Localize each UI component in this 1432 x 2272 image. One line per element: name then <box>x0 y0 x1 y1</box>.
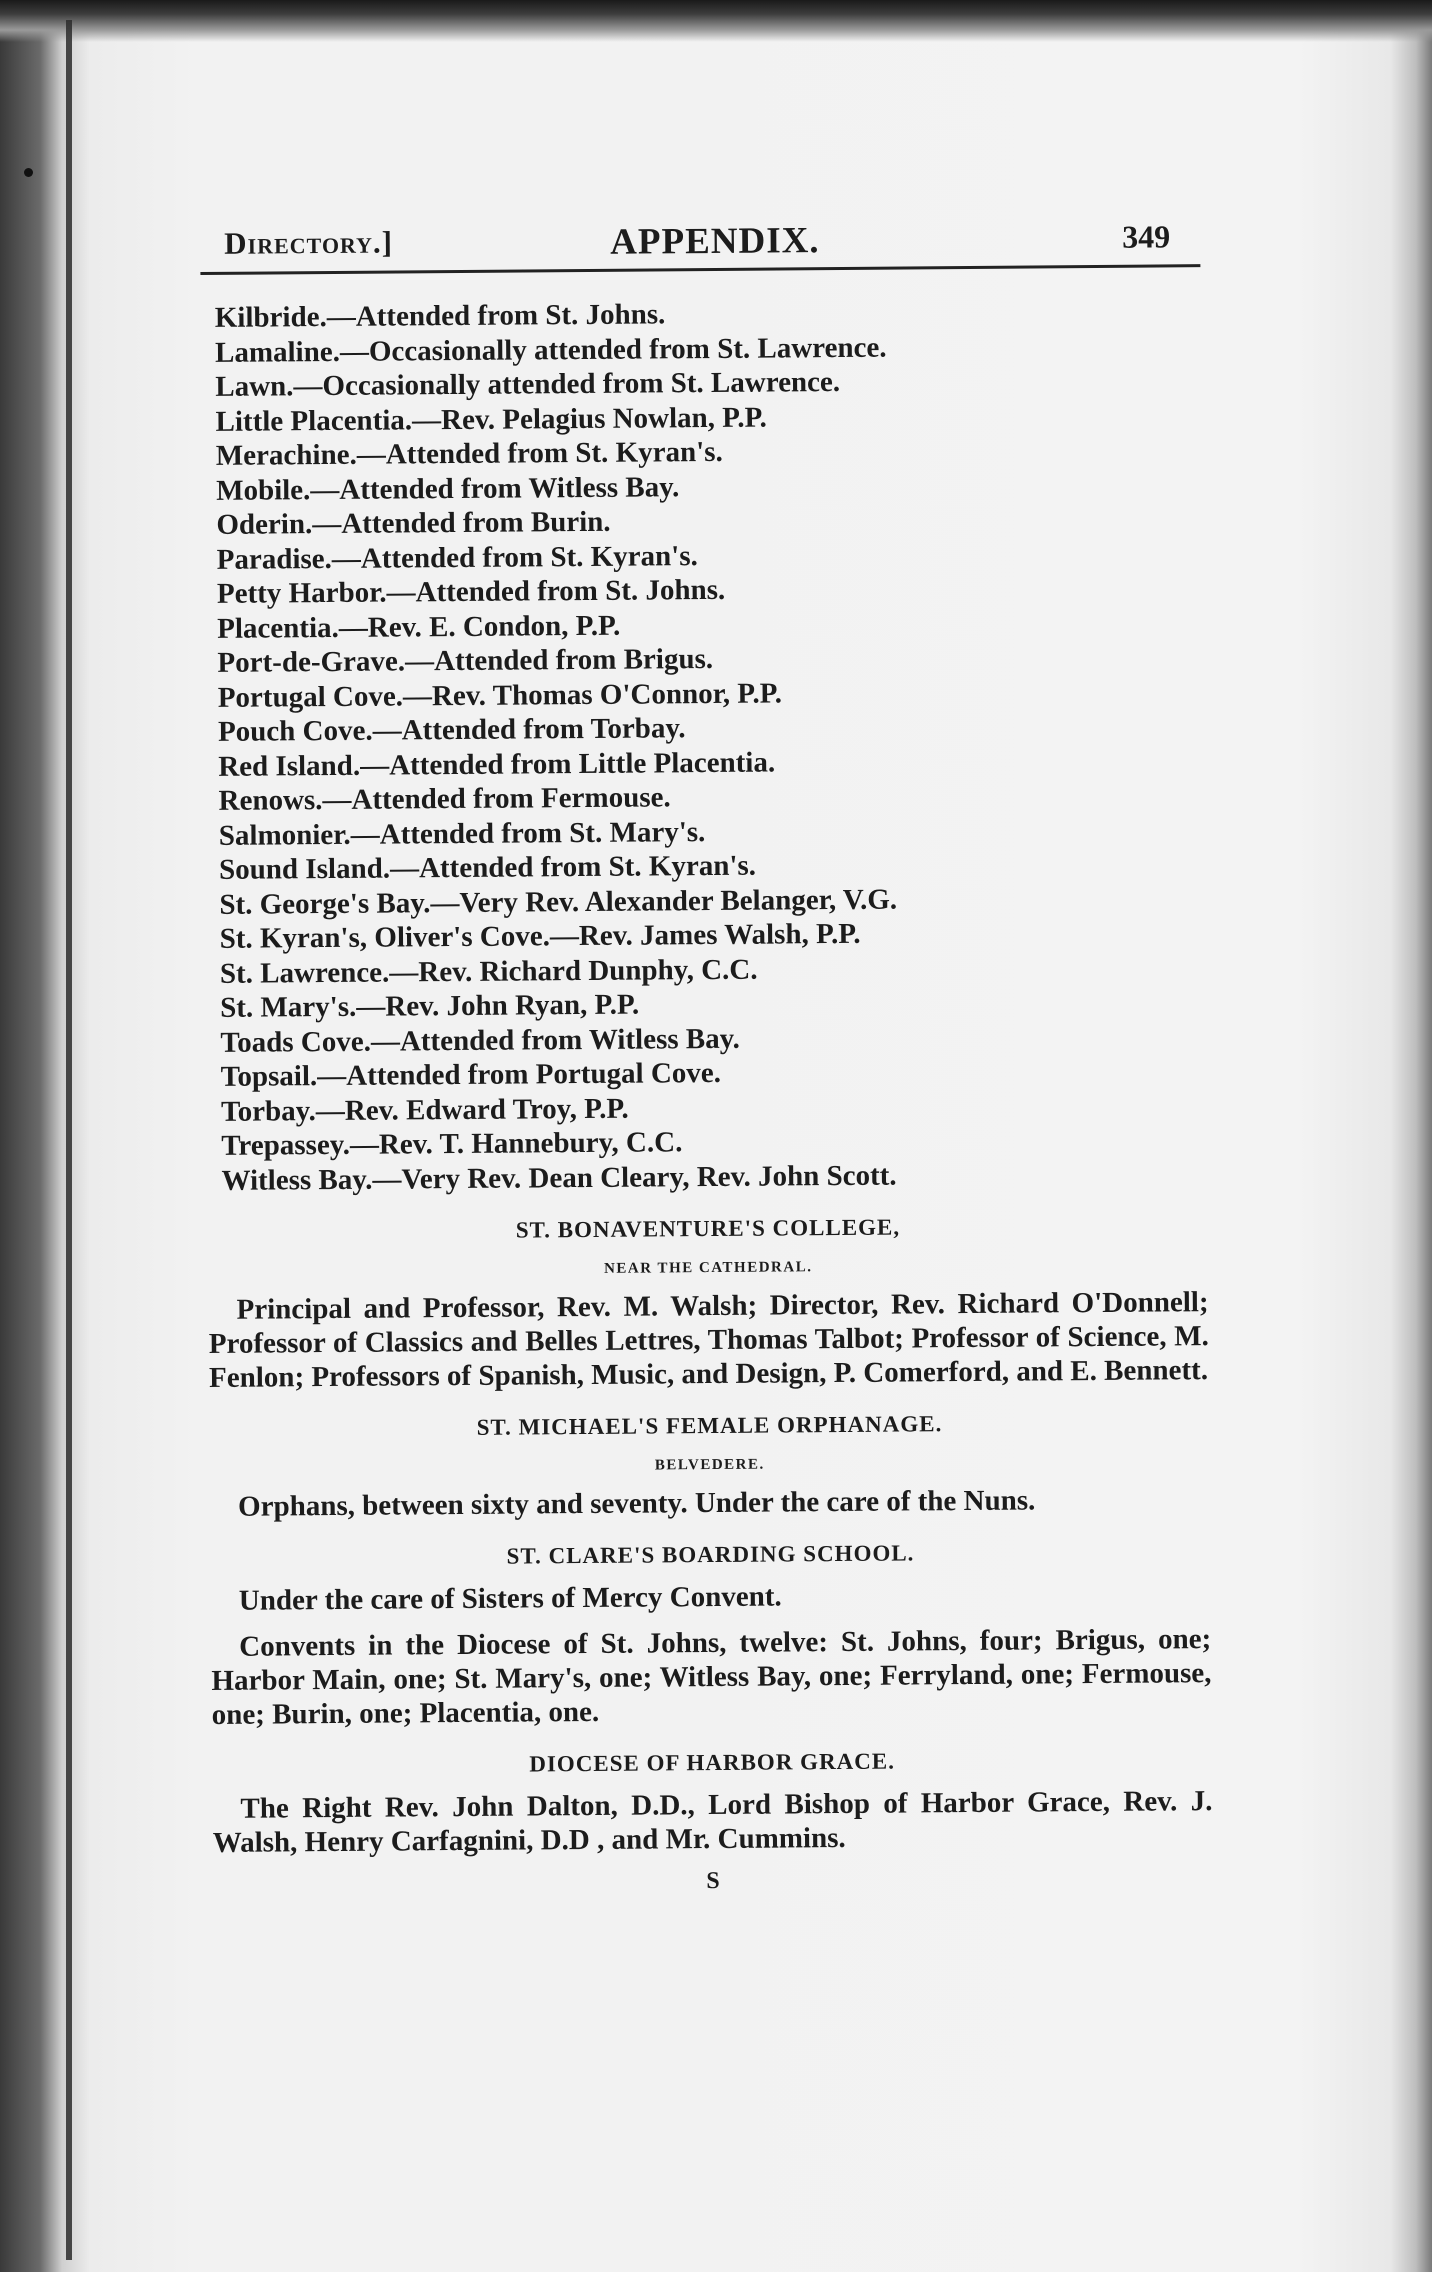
document-page <box>200 212 1213 1899</box>
list-item: Placentia.—Rev. E. Condon, P.P. <box>217 609 621 645</box>
list-item: St. Kyran's, Oliver's Cove.—Rev. James Walsh, P.P. <box>219 917 861 955</box>
list-item: Petty Harbor.—Attended from St. Johns. <box>216 573 726 610</box>
list-item: Kilbride.—Attended from St. Johns. <box>214 298 666 334</box>
list-item: Toads Cove.—Attended from Witless Bay. <box>220 1022 740 1059</box>
list-item: Pouch Cove.—Attended from Torbay. <box>217 712 686 748</box>
header-section-title: Directory.] <box>224 224 394 261</box>
margin-ink-spot <box>24 168 33 177</box>
list-item: Oderin.—Attended from Burin. <box>216 505 611 541</box>
list-item: Topsail.—Attended from Portugal Cove. <box>220 1056 722 1093</box>
orphanage-subheading: BELVEDERE. <box>654 1456 765 1474</box>
list-item: Merachine.—Attended from St. Kyran's. <box>215 435 723 472</box>
list-item: Little Placentia.—Rev. Pelagius Nowlan, P.P. <box>215 401 767 438</box>
list-item: Renows.—Attended from Fermouse. <box>218 781 671 817</box>
list-item: Lamaline.—Occasionally attended from St. Lawrence. <box>214 331 887 369</box>
list-item: Lawn.—Occasionally attended from St. Lawrence. <box>215 365 841 403</box>
college-subheading: NEAR THE CATHEDRAL. <box>603 1259 813 1277</box>
college-paragraph: Principal and Professor, Rev. M. Walsh; Director, Rev. Richard O'Donnell; Professor of Classics and Belles Lettres, Thomas Talbot; Professor of Science, M. Fenlon; Professors of Spanish, Music, and Design, P. Comerford, and E. Bennett. <box>208 1286 1209 1394</box>
page-number: 349 <box>1122 218 1171 255</box>
list-item: Paradise.—Attended from St. Kyran's. <box>216 539 698 576</box>
orphanage-heading: ST. MICHAEL'S FEMALE ORPHANAGE. <box>476 1411 943 1440</box>
list-item: Trepassey.—Rev. T. Hannebury, C.C. <box>221 1126 683 1162</box>
school-heading: ST. CLARE'S BOARDING SCHOOL. <box>506 1540 915 1569</box>
header-title: APPENDIX. <box>610 220 820 263</box>
parish-list <box>201 293 1208 1198</box>
diocese-paragraph: The Right Rev. John Dalton, D.D., Lord Bishop of Harbor Grace, Rev. J. Walsh, Henry Carfagnini, D.D , and Mr. Cummins. <box>212 1785 1213 1859</box>
list-item: Port-de-Grave.—Attended from Brigus. <box>217 642 714 679</box>
signature-mark: S <box>706 1867 720 1895</box>
school-paragraph: Under the care of Sisters of Mercy Convent. <box>238 1580 782 1617</box>
list-item: Salmonier.—Attended from St. Mary's. <box>218 815 706 852</box>
list-item: Torbay.—Rev. Edward Troy, P.P. <box>220 1092 629 1128</box>
list-item: Witless Bay.—Very Rev. Dean Cleary, Rev. John Scott. <box>221 1159 897 1197</box>
list-item: Portugal Cove.—Rev. Thomas O'Connor, P.P. <box>217 676 783 714</box>
scan-top-shadow <box>0 0 1432 42</box>
college-heading: ST. BONAVENTURE'S COLLEGE, <box>515 1214 901 1243</box>
orphanage-paragraph: Orphans, between sixty and seventy. Under the care of the Nuns. <box>237 1484 1036 1523</box>
list-item: St. Lawrence.—Rev. Richard Dunphy, C.C. <box>219 953 758 990</box>
running-header <box>200 212 1200 275</box>
list-item: Red Island.—Attended from Little Placentia. <box>218 745 776 783</box>
binding-edge-line <box>66 20 72 2260</box>
convents-paragraph: Convents in the Diocese of St. Johns, twelve: St. Johns, four; Brigus, one; Harbor Main, one; St. Mary's, one; Witless Bay, one; Ferryland, one; Fermouse, one; Burin, one; Placentia, one. <box>211 1623 1212 1731</box>
list-item: Sound Island.—Attended from St. Kyran's. <box>218 849 757 886</box>
list-item: St. Mary's.—Rev. John Ryan, P.P. <box>220 988 640 1024</box>
diocese-heading: DIOCESE OF HARBOR GRACE. <box>529 1748 896 1777</box>
list-item: Mobile.—Attended from Witless Bay. <box>215 470 680 507</box>
list-item: St. George's Bay.—Very Rev. Alexander Belanger, V.G. <box>219 883 898 921</box>
